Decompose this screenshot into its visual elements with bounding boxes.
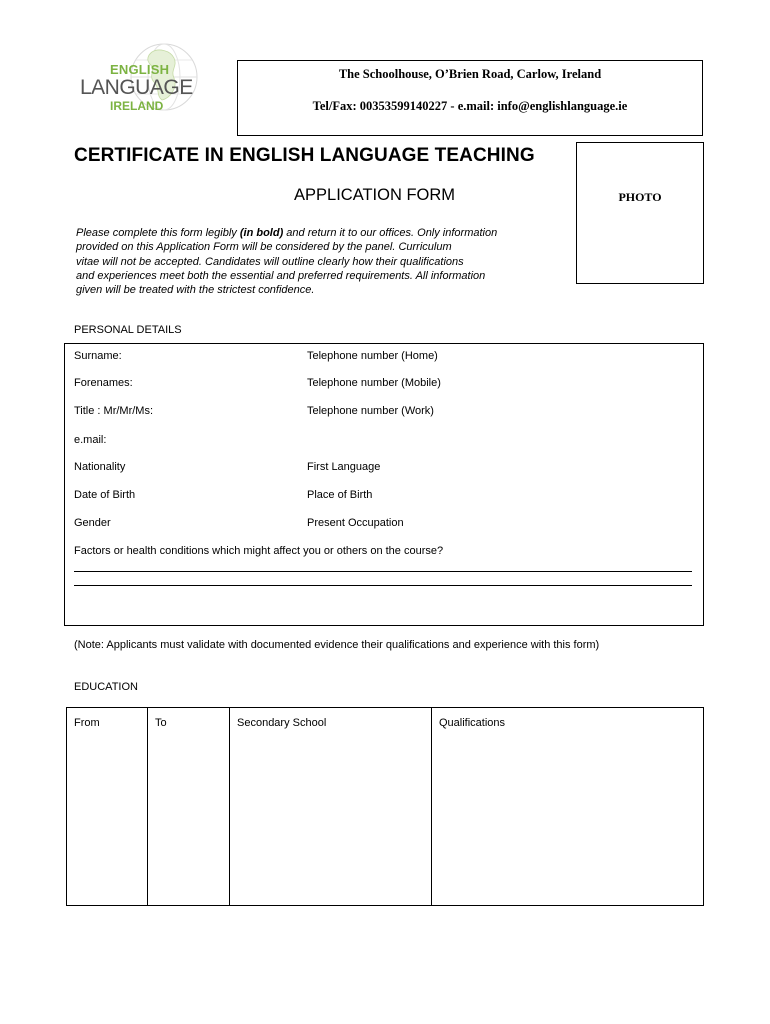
column-divider [147, 708, 148, 905]
logo [78, 40, 204, 114]
form-subtitle: APPLICATION FORM [294, 186, 456, 204]
photo-label: PHOTO [618, 190, 662, 204]
address-box [237, 60, 703, 136]
intro-line1-post: and return it to our offices. Only information [283, 227, 498, 239]
logo-english: ENGLISH [110, 62, 170, 77]
education-heading: EDUCATION [74, 681, 138, 693]
validation-note: (Note: Applicants must validate with documented evidence their qualifications and experience with this form) [74, 639, 600, 651]
title-field[interactable]: Title : Mr/Mr/Ms: [74, 405, 154, 417]
column-divider [431, 708, 432, 905]
intro-line3: vitae will not be accepted. Candidates will outline clearly how their qualifications [76, 255, 464, 268]
column-header-from: From [74, 717, 100, 729]
column-header-secondary-school: Secondary School [237, 717, 327, 729]
forenames-field[interactable]: Forenames: [74, 377, 133, 389]
school-contact: Tel/Fax: 00353599140227 - e.mail: info@englishlanguage.ie [312, 99, 628, 113]
answer-line[interactable] [74, 585, 692, 586]
health-conditions-question: Factors or health conditions which might affect you or others on the course? [74, 545, 444, 557]
surname-field[interactable]: Surname: [74, 350, 122, 362]
place-of-birth-field[interactable]: Place of Birth [307, 489, 373, 501]
answer-line[interactable] [74, 571, 692, 572]
column-header-to: To [155, 717, 167, 729]
present-occupation-field[interactable]: Present Occupation [307, 517, 404, 529]
intro-line5: given will be treated with the strictest confidence. [76, 284, 315, 297]
photo-box[interactable] [576, 142, 704, 284]
column-header-qualifications: Qualifications [439, 717, 506, 729]
column-divider [229, 708, 230, 905]
personal-details-heading: PERSONAL DETAILS [74, 324, 182, 336]
education-table [66, 707, 704, 906]
logo-ireland: IRELAND [110, 99, 164, 113]
intro-line4: and experiences meet both the essential and preferred requirements. All information [76, 269, 486, 282]
school-address: The Schoolhouse, O’Brien Road, Carlow, Ireland [338, 67, 602, 81]
telephone-work-field[interactable]: Telephone number (Work) [307, 405, 434, 417]
first-language-field[interactable]: First Language [307, 461, 381, 473]
intro-line2: provided on this Application Form will be considered by the panel. Curriculum [76, 241, 452, 254]
date-of-birth-field[interactable]: Date of Birth [74, 489, 136, 501]
intro-line1-pre: Please complete this form legibly [76, 227, 240, 239]
telephone-home-field[interactable]: Telephone number (Home) [307, 350, 438, 362]
nationality-field[interactable]: Nationality [74, 461, 126, 473]
intro-paragraph [76, 226, 576, 297]
gender-field[interactable]: Gender [74, 517, 111, 529]
intro-line1-bold: (in bold) [239, 227, 284, 239]
telephone-mobile-field[interactable]: Telephone number (Mobile) [307, 377, 441, 389]
page-title: CERTIFICATE IN ENGLISH LANGUAGE TEACHING [74, 145, 535, 166]
email-field[interactable]: e.mail: [74, 434, 107, 446]
logo-language: LANGUAGE [80, 76, 193, 99]
